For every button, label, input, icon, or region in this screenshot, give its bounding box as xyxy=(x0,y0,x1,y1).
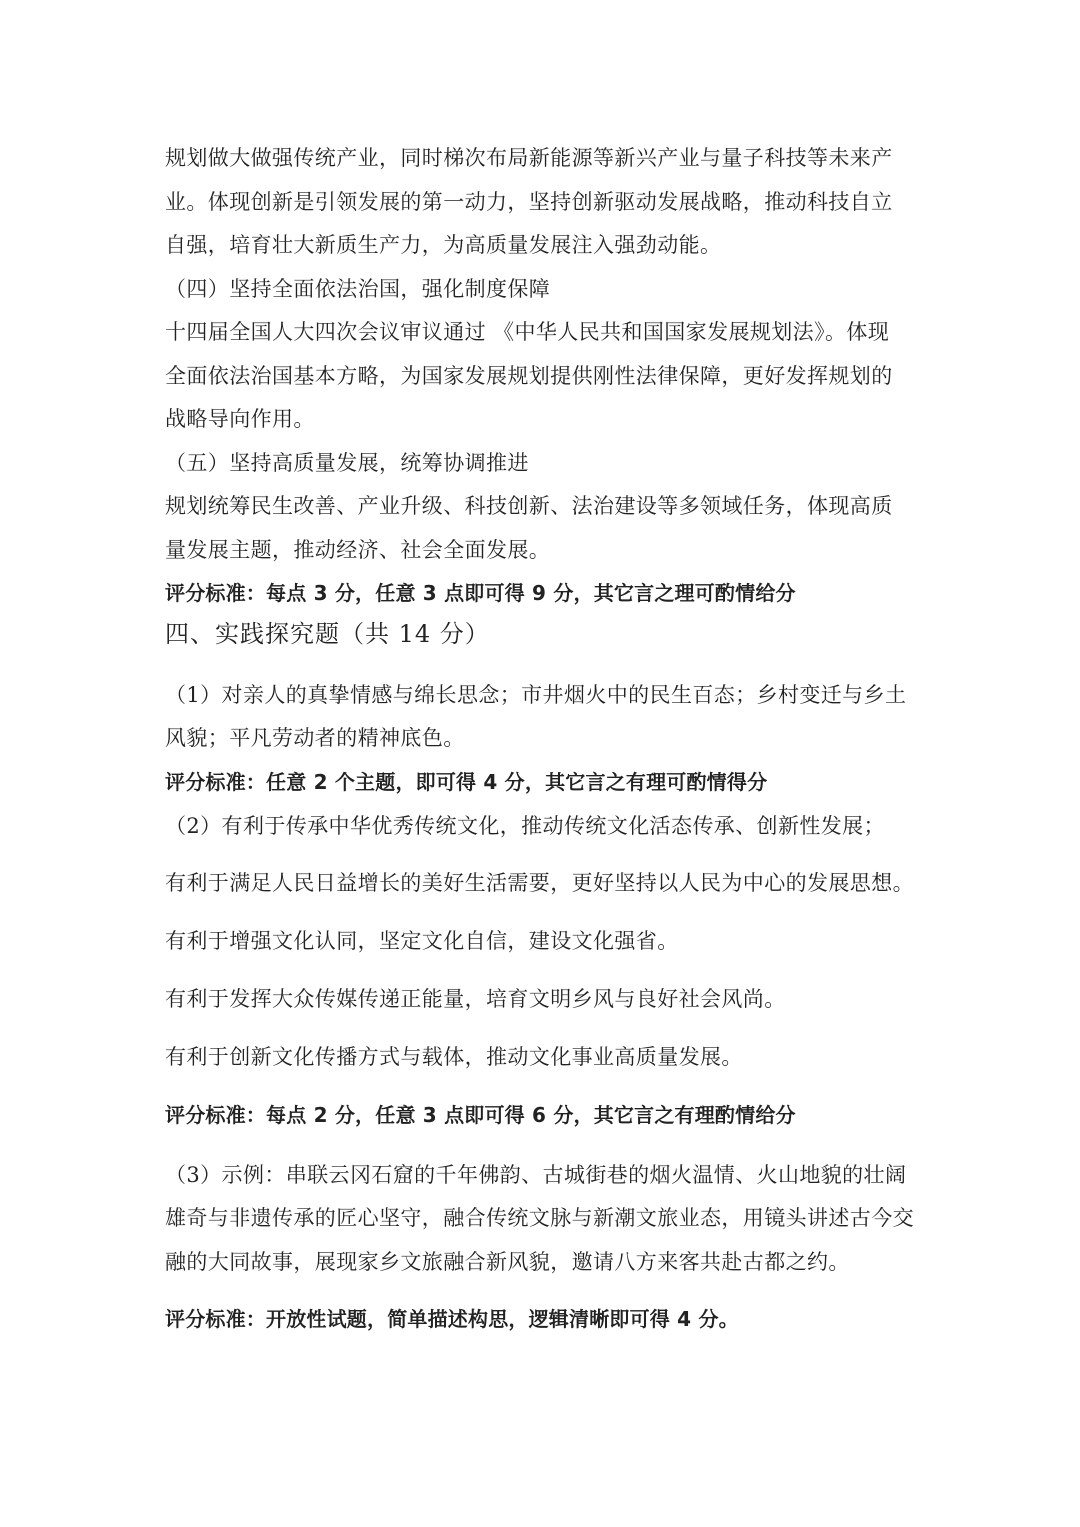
paragraph-line: 雄奇与非遗传承的匠心坚守，融合传统文脉与新潮文旅业态，用镜头讲述古今交 xyxy=(165,1206,914,1230)
paragraph-line: （1）对亲人的真挚情感与绵长思念；市井烟火中的民生百态；乡村变迁与乡土 xyxy=(165,683,907,707)
paragraph-line: 融的大同故事，展现家乡文旅融合新风貌，邀请八方来客共赴古都之约。 xyxy=(165,1250,850,1274)
scoring-criteria: 评分标准：任意 2 个主题，即可得 4 分，其它言之有理可酌情得分 xyxy=(165,770,768,794)
paragraph-line: （2）有利于传承中华优秀传统文化，推动传统文化活态传承、创新性发展； xyxy=(165,814,885,838)
paragraph-line: 战略导向作用。 xyxy=(165,407,315,431)
question-heading: 四、实践探究题（共 14 分） xyxy=(165,620,490,648)
paragraph-line: 量发展主题，推动经济、社会全面发展。 xyxy=(165,538,551,562)
paragraph-line: 有利于发挥大众传媒传递正能量，培育文明乡风与良好社会风尚。 xyxy=(165,987,786,1011)
paragraph-line: 规划做大做强传统产业，同时梯次布局新能源等新兴产业与量子科技等未来产 xyxy=(165,146,893,170)
paragraph-line: 规划统筹民生改善、产业升级、科技创新、法治建设等多领域任务，体现高质 xyxy=(165,494,893,518)
section-heading: （四）坚持全面依法治国，强化制度保障 xyxy=(165,277,551,301)
paragraph-line: 十四届全国人大四次会议审议通过 《中华人民共和国国家发展规划法》。体现 xyxy=(165,320,890,344)
scoring-criteria: 评分标准：每点 2 分，任意 3 点即可得 6 分，其它言之有理酌情给分 xyxy=(165,1103,796,1127)
paragraph-line: 有利于满足人民日益增长的美好生活需要，更好坚持以人民为中心的发展思想。 xyxy=(165,871,914,895)
scoring-criteria: 评分标准：每点 3 分，任意 3 点即可得 9 分，其它言之理可酌情给分 xyxy=(165,581,796,605)
scoring-criteria: 评分标准：开放性试题，简单描述构思，逻辑清晰即可得 4 分。 xyxy=(165,1307,739,1331)
paragraph-line: 有利于创新文化传播方式与载体，推动文化事业高质量发展。 xyxy=(165,1045,743,1069)
paragraph-line: 自强，培育壮大新质生产力，为高质量发展注入强劲动能。 xyxy=(165,233,722,257)
paragraph-line: （3）示例：串联云冈石窟的千年佛韵、古城街巷的烟火温情、火山地貌的壮阔 xyxy=(165,1163,907,1187)
section-heading: （五）坚持高质量发展，统筹协调推进 xyxy=(165,451,529,475)
paragraph-line: 有利于增强文化认同，坚定文化自信，建设文化强省。 xyxy=(165,929,679,953)
paragraph-line: 全面依法治国基本方略，为国家发展规划提供刚性法律保障，更好发挥规划的 xyxy=(165,364,893,388)
paragraph-line: 业。体现创新是引领发展的第一动力，坚持创新驱动发展战略，推动科技自立 xyxy=(165,190,893,214)
paragraph-line: 风貌；平凡劳动者的精神底色。 xyxy=(165,726,465,750)
